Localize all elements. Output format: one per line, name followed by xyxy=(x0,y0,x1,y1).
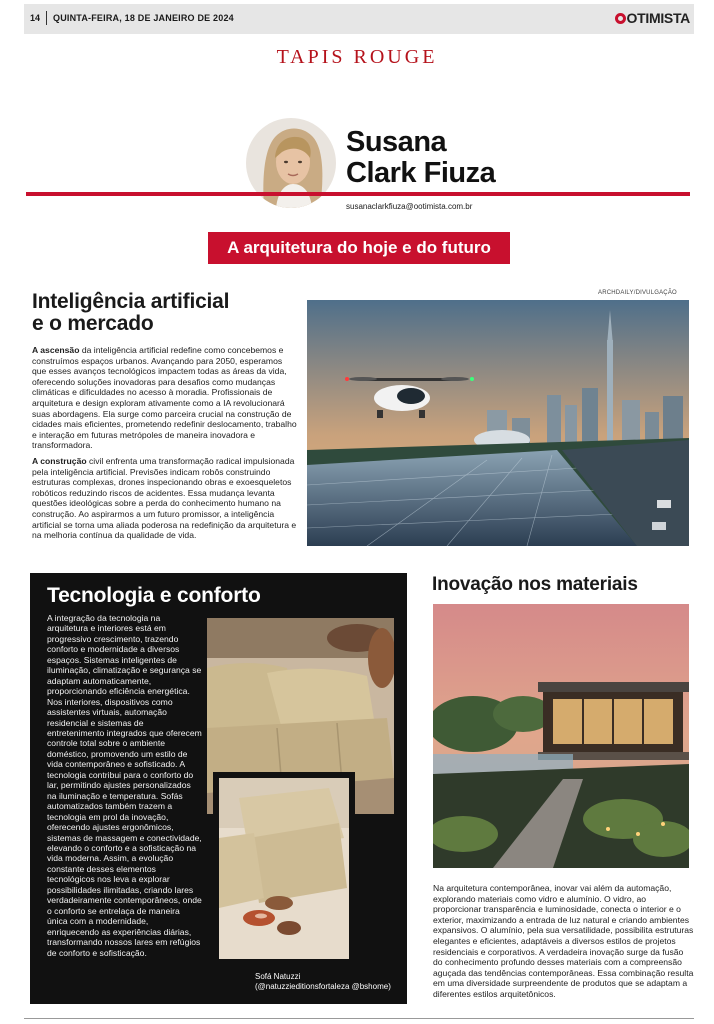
article-ia-paragraph-1 xyxy=(32,345,297,451)
author-first-name: Susana xyxy=(346,126,447,158)
modern-house-image xyxy=(433,604,689,868)
caption-product: Sofá Natuzzi xyxy=(255,972,301,981)
article-ia-body xyxy=(32,345,297,546)
page-bottom-rule xyxy=(24,1018,694,1019)
logo-ring-icon xyxy=(615,13,626,24)
article-tech-title: Tecnologia e conforto xyxy=(47,584,261,607)
author-last-name: Clark Fiuza xyxy=(346,157,496,189)
article-materials-body: Na arquitetura contemporânea, inovar vai além da automação, explorando materiais como vidro e alumínio. O vidro, ao proporcionar transparência e luminosidade, conecta o interior e o exterior, maximizando a entrada de luz natural e criando ambientes expansivos. O alumínio, pela sua versatilidade, possibilita estruturas elegantes e eficientes, adaptáveis a diversos estilos de projetos residenciais e corporativos. A verdadeira inovação surge da fusão do conhecimento profundo desses materiais com a compreensão aguçada das tendências contemporâneas. Essa combinação resulta em uma diversidade surpreendente de produtos que se adaptam a diferentes estilos arquitetônicos. xyxy=(433,883,694,999)
column-banner: A arquitetura do hoje e do futuro xyxy=(208,232,510,264)
article-tech-body: A integração da tecnologia na arquitetura e interiores está em progressivo crescimento, trazendo conforto e modernidade a diversos espaços. Sistemas inteligentes de iluminação, climatização e segurança se adaptam automaticamente, proporcionando eficiência energética. Nos interiores, dispositivos como assistentes virtuais, automação residencial e sistemas de entretenimento integrados que oferecem controle total sobre o ambiente doméstico, promovendo um estilo de vida contemporâneo e sofisticado. A tecnologia contribui para o conforto do lar, permitindo ajustes personalizados na iluminação e temperatura. Sofás automatizados também trazem a tecnologia em prol da inovação, oferecendo ajustes ergonômicos, sistemas de massagem e conectividade, elevando o conforto e a sofisticação na vida moderna. Assim, a evolução constante desses elementos tecnológicos nos leva a explorar possibilidades ilimitadas, criando lares verdadeiramente contemporâneos, onde o conforto se entrelaça de maneira única com a modernidade, enriquecendo as experiências diárias, transformando nossos lares em refúgios de conforto e sofisticação. xyxy=(47,613,202,958)
image-credit: ARCHDAILY/DIVULGAÇÃO xyxy=(598,290,677,296)
paragraph-text: da inteligência artificial redefine como concebemos e construímos espaços urbanos. Avançando para 2050, esperamos que esses avanços tecnológicos impactem todas as áreas da vida, oferecendo soluções inovadoras para desafios como mudanças climáticas e dificuldades no acesso à moradia. Profissionais de arquitetura e design exploram ativamente como a IA revolucionará suas abordagens. Ela surge como parceira crucial na construção de cidades mais eficientes, prometendo redefinir deslocamento, trabalho e interação em futuras metrópoles de maneira inovadora e transformadora. xyxy=(32,345,297,451)
paragraph-text: civil enfrenta uma transformação radical impulsionada pela inteligência artificial. Previsões indicam robôs construindo estruturas complexas, drones inspecionando obras e exoesqueletos robóticos reduzindo riscos de acidentes. Essa mudança levanta questões ideológicas sobre a perda do conhecimento humano na construção. Ao aspirarmos a um futuro promissor, a inteligência artificial se torna uma aliada poderosa na redefinição da arquitetura e na melhoria contínua da qualidade de vida. xyxy=(32,455,297,541)
page-header xyxy=(24,4,694,34)
author-rule xyxy=(26,192,690,196)
newspaper-logo xyxy=(615,10,690,26)
page-number: 14 xyxy=(30,13,41,23)
sofa-image-2-frame xyxy=(213,772,355,965)
caption-handles: (@natuzzieditionsfortaleza @bshome) xyxy=(255,982,391,991)
publication-date: QUINTA-FEIRA, 18 DE JANEIRO DE 2024 xyxy=(53,13,234,23)
futuristic-city-image xyxy=(307,300,689,546)
article-ia-title-line2: e o mercado xyxy=(32,312,154,335)
author-email[interactable]: susanaclarkfiuza@ootimista.com.br xyxy=(346,202,473,211)
logo-text: OTIMISTA xyxy=(626,10,690,26)
lead-in: A ascensão xyxy=(32,345,80,355)
sofa-image-2 xyxy=(219,778,349,959)
article-ia-title xyxy=(32,291,229,335)
author-name xyxy=(346,127,495,189)
section-title: TAPIS ROUGE xyxy=(276,46,438,68)
article-materials-title: Inovação nos materiais xyxy=(432,574,638,595)
lead-in: A construção xyxy=(32,455,87,466)
article-ia-paragraph-2 xyxy=(32,456,297,541)
header-divider xyxy=(46,11,47,25)
article-ia-title-line1: Inteligência artificial xyxy=(32,290,230,313)
sofa-caption xyxy=(255,972,391,992)
